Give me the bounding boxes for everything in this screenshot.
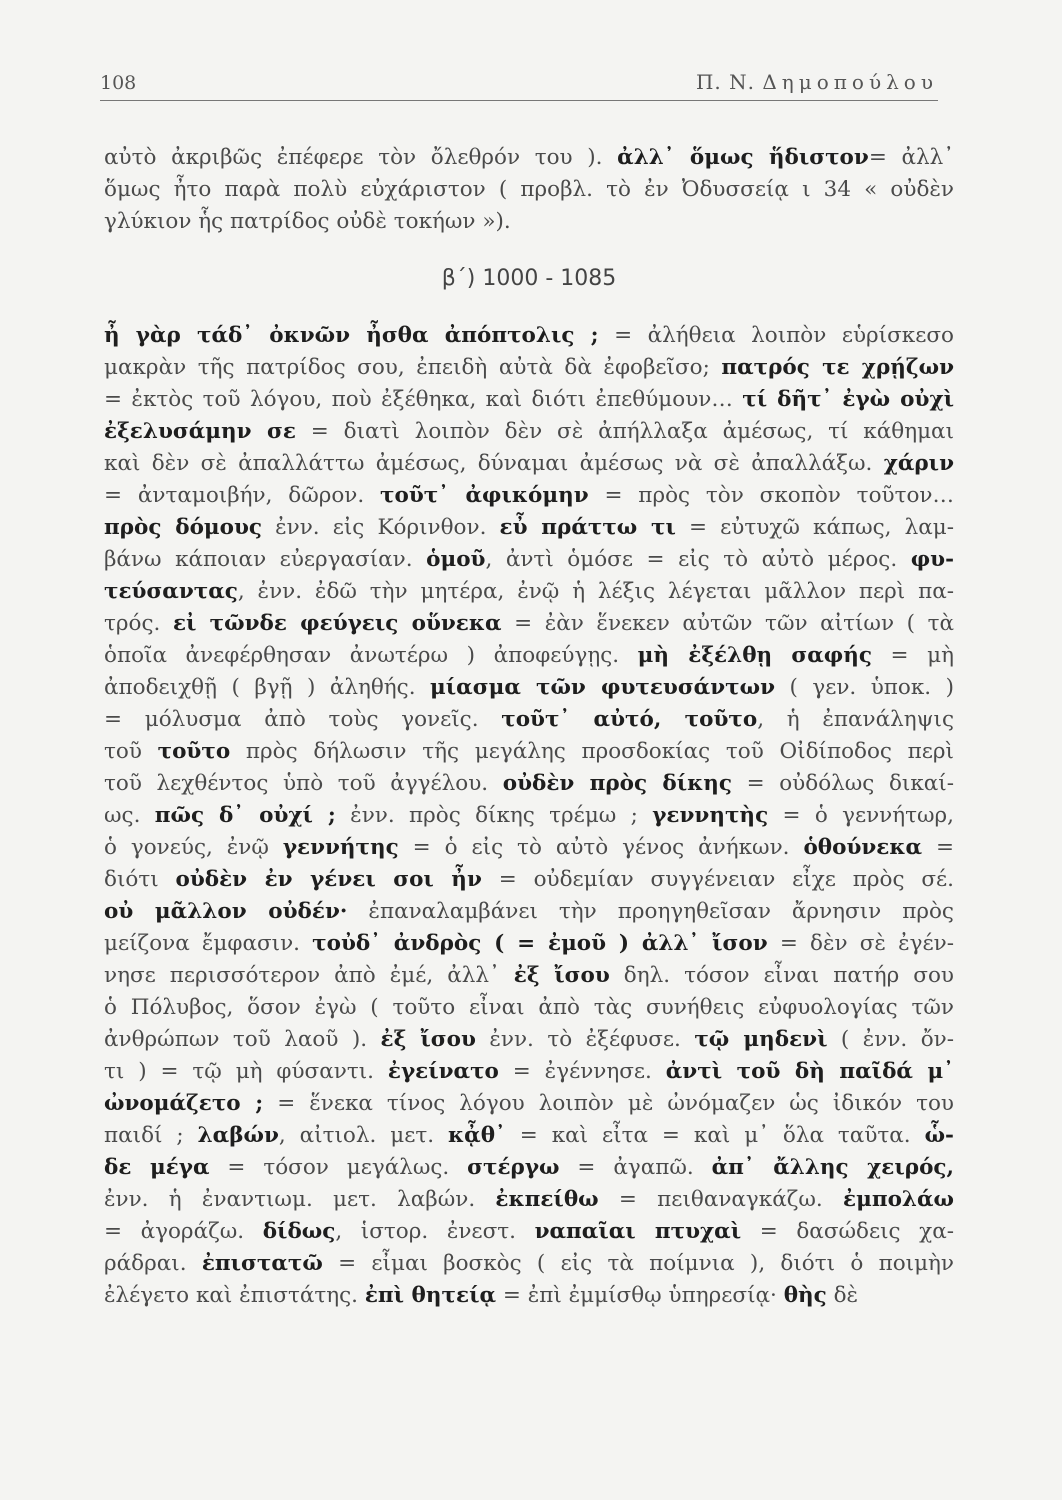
lemma-term: οὐδὲν ἐν γένει σοι ἦν <box>175 867 482 892</box>
lemma-term: φυ- <box>910 547 954 572</box>
gloss-text: ἀποδειχθῇ ( βγῇ ) ἀληθής. <box>104 675 431 700</box>
text-line <box>104 1216 954 1248</box>
text-line <box>104 960 954 992</box>
text-line <box>104 320 954 352</box>
text-line <box>104 768 954 800</box>
lemma-term: ἐξελυσάμην σε <box>104 419 296 444</box>
lemma-term: τοῦτ᾽ αὐτό, τοῦτο <box>501 707 758 732</box>
gloss-text: = ἐπὶ ἐμμίσθῳ ὑπηρεσίᾳ· <box>496 1283 784 1308</box>
lemma-term: τοῦτ᾽ ἀφικόμην <box>380 483 589 508</box>
gloss-text: = οὐδεμίαν συγγένειαν εἶχε πρὸς σέ. <box>481 867 955 892</box>
gloss-text: = <box>922 835 954 860</box>
paragraph-2 <box>104 320 954 1312</box>
gloss-text: μείζονα ἔμφασιν. <box>104 931 313 956</box>
lemma-term: ἦ γὰρ τάδ᾽ ὀκνῶν ἦσθα ἀπόπτολις ; <box>104 323 599 348</box>
text-line <box>104 672 954 704</box>
lemma-term: ἐξ ἴσου <box>513 963 610 988</box>
gloss-text: τρός. <box>104 611 173 636</box>
gloss-text: = μόλυσμα ἀπὸ τοὺς γονεῖς. <box>104 707 502 732</box>
lemma-term: ἀπ᾽ ἄλλης χειρός, <box>711 1155 954 1180</box>
gloss-text: ἐπαναλαμβάνει τὴν προηγηθεῖσαν ἄρνησιν πρὸς <box>347 899 954 924</box>
page-number: 108 <box>100 72 137 94</box>
gloss-text: αὐτὸ ἀκριβῶς ἐπέφερε τὸν ὄλεθρόν του ). <box>104 145 618 170</box>
lemma-term: οὐδὲν πρὸς δίκης <box>502 771 732 796</box>
gloss-text: = ἀγοράζω. <box>104 1219 263 1244</box>
lemma-term: ἐπὶ θητείᾳ <box>364 1283 497 1308</box>
lemma-term: πρὸς δόμους <box>104 515 262 540</box>
gloss-text: δὲ <box>826 1283 859 1308</box>
gloss-text: = δὲν σὲ ἐγέν- <box>767 931 954 956</box>
gloss-text: ράδραι. <box>104 1251 202 1276</box>
gloss-text: νησε περισσότερον ἀπὸ ἐμέ, ἀλλ᾽ <box>104 963 514 988</box>
gloss-text: = οὐδόλως δικαί- <box>731 771 954 796</box>
gloss-text: ἐνν. εἰς Κόρινθον. <box>262 515 500 540</box>
lemma-term: λαβών <box>197 1123 279 1148</box>
text-line <box>104 864 954 896</box>
text-line <box>104 736 954 768</box>
gloss-text: = ἀνταμοιβήν, δῶρον. <box>104 483 381 508</box>
lemma-term: εὖ πράττω τι <box>499 515 676 540</box>
lemma-term: γεννήτης <box>282 835 399 860</box>
gloss-text: = καὶ εἶτα = καὶ μ᾽ ὅλα ταῦτα. <box>505 1123 925 1148</box>
gloss-text: μακρὰν τῆς πατρίδος σου, ἐπειδὴ αὐτὰ δὰ ἐφοβεῖσο; <box>104 355 722 380</box>
text-line <box>104 1024 954 1056</box>
text-line <box>104 352 954 384</box>
text-line <box>104 448 954 480</box>
lemma-term: οὐ μᾶλλον οὐδέν· <box>104 899 348 924</box>
lemma-term: γεννητὴς <box>652 803 769 828</box>
text-line <box>104 416 954 448</box>
lemma-term: δίδως <box>262 1219 336 1244</box>
gloss-text: , ἀντὶ ὁμόσε = εἰς τὸ αὐτὸ μέρος. <box>485 547 911 572</box>
gloss-text: ἐνν. ἡ ἐναντιωμ. μετ. λαβών. <box>104 1187 496 1212</box>
gloss-text: πρὸς δήλωσιν τῆς μεγάλης προσδοκίας τοῦ Οἰδίποδος περὶ <box>230 739 954 764</box>
gloss-text: τοῦ <box>104 739 158 764</box>
gloss-text: = μὴ <box>871 643 954 668</box>
lemma-term: ὠνομάζετο ; <box>104 1091 264 1116</box>
text-line <box>104 384 954 416</box>
gloss-text: = ἀλήθεια λοιπὸν εὑρίσκεσο <box>598 323 954 348</box>
gloss-text: = εἶμαι βοσκὸς ( εἰς τὰ ποίμνια ), διότι ὁ ποιμὴν <box>322 1251 954 1276</box>
text-line <box>104 640 954 672</box>
text-line <box>104 1120 954 1152</box>
lemma-term: τεύσαντας <box>104 579 238 604</box>
text-line <box>104 832 954 864</box>
lemma-term: εἰ τῶνδε φεύγεις οὕνεκα <box>172 611 502 636</box>
running-head-initials: Π. Ν. <box>695 70 755 94</box>
text-line <box>104 1152 954 1184</box>
running-head <box>696 70 938 94</box>
gloss-text: ὅμως ἦτο παρὰ πολὺ εὐχάριστον ( προβλ. τὸ ἐν Ὀδυσσείᾳ ι 34 « οὐδὲν <box>104 177 954 202</box>
gloss-text: = εὐτυχῶ κάπως, λαμ- <box>675 515 954 540</box>
gloss-text: , ἡ ἐπανάληψις <box>757 707 954 732</box>
text-line <box>104 992 954 1024</box>
text-line <box>104 1056 954 1088</box>
gloss-text: γλύκιον ἧς πατρίδος οὐδὲ τοκήων »). <box>104 209 511 234</box>
text-line <box>104 480 954 512</box>
lemma-term: ὁμοῦ <box>426 547 486 572</box>
text-line <box>104 800 954 832</box>
lemma-term: χάριν <box>883 451 954 476</box>
lemma-term: ἀντὶ τοῦ δὴ παῖδά μ᾽ <box>665 1059 954 1084</box>
gloss-text: ἐλέγετο καὶ ἐπιστάτης. <box>104 1283 365 1308</box>
text-line <box>104 704 954 736</box>
gloss-text: , αἰτιολ. μετ. <box>278 1123 449 1148</box>
running-head-name: Δημοπούλου <box>762 70 938 94</box>
gloss-text: βάνω κάποιαν εὐεργασίαν. <box>104 547 427 572</box>
gloss-text: = ἐκτὸς τοῦ λόγου, ποὺ ἐξέθηκα, καὶ διότι ἐπεθύμουν… <box>104 387 743 412</box>
text-line <box>104 142 954 174</box>
gloss-text: τοῦ λεχθέντος ὑπὸ τοῦ ἀγγέλου. <box>104 771 503 796</box>
gloss-text: ἐνν. τὸ ἐξέφυσε. <box>475 1027 695 1052</box>
text-line <box>104 174 954 206</box>
gloss-text: = ἀλλ᾽ <box>868 145 955 170</box>
gloss-text: ἀνθρώπων τοῦ λαοῦ ). <box>104 1027 381 1052</box>
lemma-term: κᾆθ᾽ <box>448 1123 506 1148</box>
gloss-text: = τόσον μεγάλως. <box>209 1155 468 1180</box>
page-header <box>100 66 938 101</box>
gloss-text: = ὁ εἰς τὸ αὐτὸ γένος ἀνήκων. <box>398 835 804 860</box>
lemma-term: τοῦτο <box>157 739 231 764</box>
gloss-text: = ὁ γεννήτωρ, <box>768 803 955 828</box>
lemma-term: ἐκπείθω <box>495 1187 599 1212</box>
lemma-term: ὁθούνεκα <box>803 835 923 860</box>
text-line <box>104 576 954 608</box>
gloss-text: = πειθαναγκάζω. <box>598 1187 844 1212</box>
lemma-term: θὴς <box>783 1283 827 1308</box>
gloss-text: = ἐὰν ἕνεκεν αὐτῶν τῶν αἰτίων ( τὰ <box>501 611 954 636</box>
text-line <box>104 544 954 576</box>
lemma-term: ἐξ ἴσου <box>380 1027 476 1052</box>
gloss-text: = ἀγαπῶ. <box>559 1155 712 1180</box>
lemma-term: ἐμπολάω <box>843 1187 955 1212</box>
lemma-term: ναπαῖαι πτυχαὶ <box>534 1219 742 1244</box>
lemma-term: τοὐδ᾽ ἀνδρὸς ( = ἐμοῦ ) ἀλλ᾽ ἴσον <box>312 931 768 956</box>
lemma-term: δε μέγα <box>104 1155 210 1180</box>
gloss-text: ως. <box>104 803 155 828</box>
lemma-term: μίασμα τῶν φυτευσάντων <box>430 675 775 700</box>
lemma-term: ἀλλ᾽ ὅμως ἥδιστον <box>617 145 869 170</box>
text-line <box>104 1184 954 1216</box>
gloss-text: ὁποῖα ἀνεφέρθησαν ἀνωτέρω ) ἀποφεύγῃς. <box>104 643 638 668</box>
text-line <box>104 896 954 928</box>
gloss-text: καὶ δὲν σὲ ἀπαλλάττω ἀμέσως, δύναμαι ἀμέσως νὰ σὲ ἀπαλλάξω. <box>104 451 884 476</box>
lemma-term: μὴ ἐξέλθῃ σαφής <box>637 643 872 668</box>
text-line <box>104 1088 954 1120</box>
body-text <box>104 142 954 1312</box>
gloss-text: = ἕνεκα τίνος λόγου λοιπὸν μὲ ὠνόμαζεν ὡς ἰδικόν του <box>263 1091 955 1116</box>
lemma-term: ἐπιστατῶ <box>201 1251 323 1276</box>
gloss-text: ( ἐνν. ὄν- <box>827 1027 954 1052</box>
text-line <box>104 608 954 640</box>
lemma-term: πῶς δ᾽ οὐχί ; <box>154 803 336 828</box>
lemma-term: πατρός τε χρῄζων <box>721 355 955 380</box>
gloss-text: παιδί ; <box>104 1123 198 1148</box>
gloss-text: , ἐνν. ἐδῶ τὴν μητέρα, ἐνῷ ἡ λέξις λέγεται μᾶλλον περὶ πα- <box>237 579 954 604</box>
gloss-text: τι ) = τῷ μὴ φύσαντι. <box>104 1059 388 1084</box>
text-line <box>104 512 954 544</box>
lemma-term: τῷ μηδενὶ <box>694 1027 828 1052</box>
gloss-text: ὁ Πόλυβος, ὅσον ἐγὼ ( τοῦτο εἶναι ἀπὸ τὰς συνήθεις εὐφυολογίας τῶν <box>104 995 954 1020</box>
lemma-term: ὧ- <box>924 1123 954 1148</box>
text-line <box>104 206 954 238</box>
lemma-term: τί δῆτ᾽ ἐγὼ οὐχὶ <box>742 387 954 412</box>
gloss-text: ( γεν. ὑποκ. ) <box>774 675 955 700</box>
gloss-text: , ἱστορ. ἐνεστ. <box>335 1219 535 1244</box>
lemma-term: ἐγείνατο <box>387 1059 499 1084</box>
gloss-text: ἐνν. πρὸς δίκης τρέμω ; <box>335 803 653 828</box>
gloss-text: = δασώδεις χα- <box>741 1219 954 1244</box>
text-line <box>104 928 954 960</box>
lemma-term: στέργω <box>467 1155 560 1180</box>
gloss-text: διότι <box>104 867 176 892</box>
section-heading: β΄) 1000 - 1085 <box>441 266 617 291</box>
text-line <box>104 1248 954 1280</box>
gloss-text: = διατὶ λοιπὸν δὲν σὲ ἀπήλλαξα ἀμέσως, τί κάθημαι <box>295 419 954 444</box>
gloss-text: = πρὸς τὸν σκοπὸν τοῦτον… <box>588 483 954 508</box>
text-line <box>104 1280 954 1312</box>
gloss-text: δηλ. τόσον εἶναι πατήρ σου <box>609 963 955 988</box>
gloss-text: ὁ γονεύς, ἐνῷ <box>104 835 283 860</box>
gloss-text: = ἐγέννησε. <box>498 1059 666 1084</box>
paragraph-1 <box>104 142 954 238</box>
